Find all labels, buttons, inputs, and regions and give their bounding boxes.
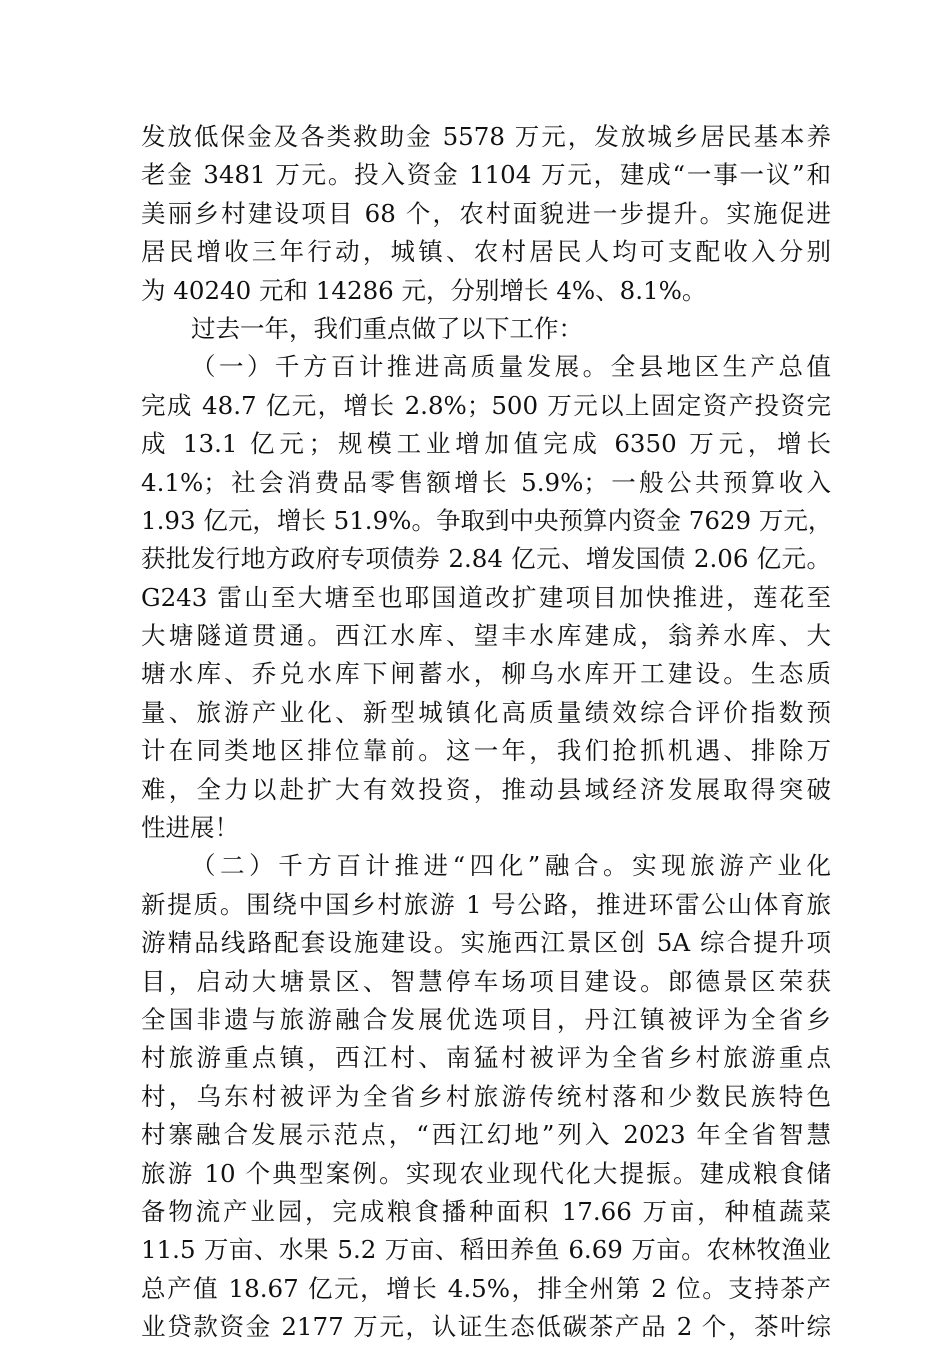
text-line: 大塘隧道贯通。西江水库、望丰水库建成，翁养水库、大 xyxy=(141,621,831,651)
text-line: 游精品线路配套设施建设。实施西江景区创 5A 综合提升项 xyxy=(141,928,831,958)
text-line: 村，乌东村被评为全省乡村旅游传统村落和少数民族特色 xyxy=(141,1081,831,1111)
section-heading-line: （二）千方百计推进“四化”融合。实现旅游产业化 xyxy=(191,851,831,881)
text-line: 量、旅游产业化、新型城镇化高质量绩效综合评价指数预 xyxy=(141,697,831,727)
text-line: 老金 3481 万元。投入资金 1104 万元，建成“一事一议”和 xyxy=(141,160,831,190)
text-line: 成 13.1 亿元；规模工业增加值完成 6350 万元，增长 xyxy=(141,429,831,459)
text-line: 目，启动大塘景区、智慧停车场项目建设。郎德景区荣获 xyxy=(141,966,831,996)
text-line: 塘水库、乔兑水库下闸蓄水，柳乌水库开工建设。生态质 xyxy=(141,659,831,689)
text-line: 性进展！ xyxy=(141,813,239,843)
text-line: 难，全力以赴扩大有效投资，推动县域经济发展取得突破 xyxy=(141,774,831,804)
text-line: 旅游 10 个典型案例。实现农业现代化大提振。建成粮食储 xyxy=(141,1158,831,1188)
text-line: 业贷款资金 2177 万元，认证生态低碳茶产品 2 个，茶叶综 xyxy=(141,1312,831,1342)
section-heading-line: （一）千方百计推进高质量发展。全县地区生产总值 xyxy=(191,352,831,382)
text-line: 完成 48.7 亿元，增长 2.8%；500 万元以上固定资产投资完 xyxy=(141,390,831,420)
text-line: 备物流产业园，完成粮食播种面积 17.66 万亩，种植蔬菜 xyxy=(141,1196,831,1226)
text-line: 11.5 万亩、水果 5.2 万亩、稻田养鱼 6.69 万亩。农林牧渔业 xyxy=(141,1235,831,1265)
text-line: 新提质。围绕中国乡村旅游 1 号公路，推进环雷公山体育旅 xyxy=(141,889,831,919)
text-line: 发放低保金及各类救助金 5578 万元，发放城乡居民基本养 xyxy=(141,122,831,151)
body-text xyxy=(141,118,831,1347)
text-line: 计在同类地区排位靠前。这一年，我们抢抓机遇、排除万 xyxy=(141,736,831,766)
text-line: 获批发行地方政府专项债券 2.84 亿元、增发国债 2.06 亿元。 xyxy=(141,544,831,574)
text-line: 全国非遗与旅游融合发展优选项目，丹江镇被评为全省乡 xyxy=(141,1004,831,1034)
paragraph-heading-line: 过去一年，我们重点做了以下工作： xyxy=(191,313,583,343)
text-line: 为 40240 元和 14286 元，分别增长 4%、8.1%。 xyxy=(141,275,707,305)
text-line: 总产值 18.67 亿元，增长 4.5%，排全州第 2 位。支持茶产 xyxy=(141,1273,831,1303)
text-line: 1.93 亿元，增长 51.9%。争取到中央预算内资金 7629 万元， xyxy=(141,505,833,535)
text-line: 居民增收三年行动，城镇、农村居民人均可支配收入分别 xyxy=(141,237,831,267)
text-line: 美丽乡村建设项目 68 个，农村面貌进一步提升。实施促进 xyxy=(141,198,831,228)
text-line: 村寨融合发展示范点，“西江幻地”列入 2023 年全省智慧 xyxy=(141,1120,831,1150)
text-line: G243 雷山至大塘至也耶国道改扩建项目加快推进，莲花至 xyxy=(141,582,831,612)
text-line: 村旅游重点镇，西江村、南猛村被评为全省乡村旅游重点 xyxy=(141,1043,831,1073)
text-line: 4.1%；社会消费品零售额增长 5.9%；一般公共预算收入 xyxy=(141,467,831,497)
